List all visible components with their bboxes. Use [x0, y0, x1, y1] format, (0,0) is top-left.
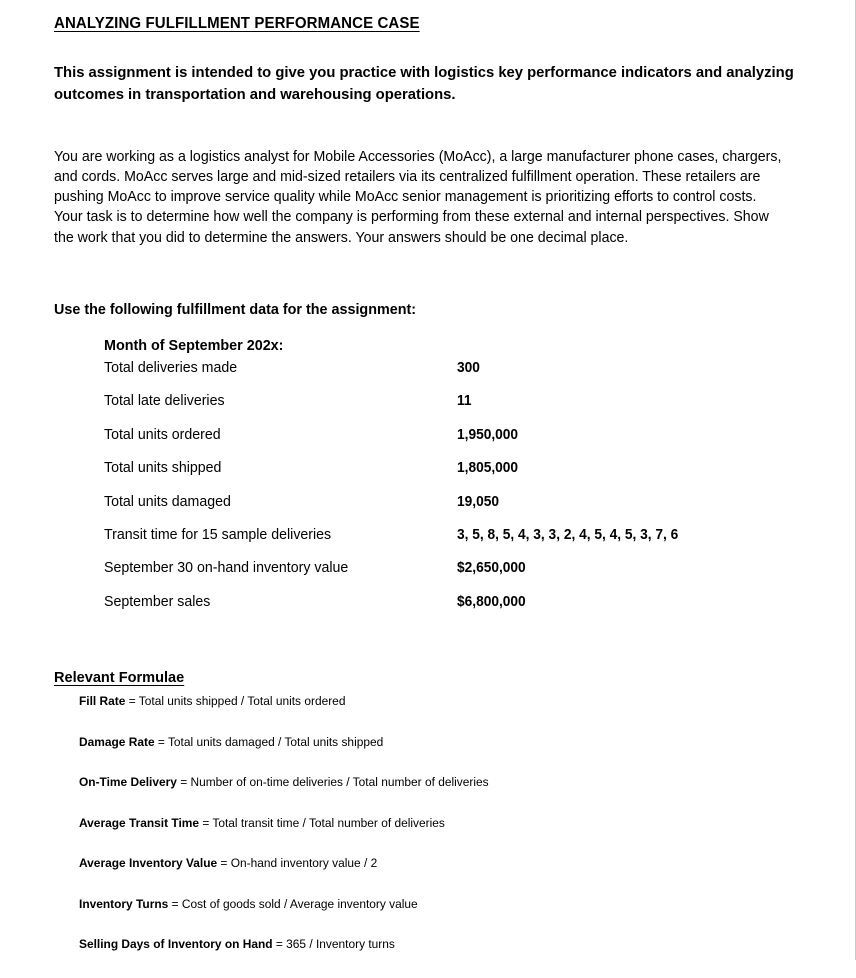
list-item — [79, 775, 787, 816]
data-period-heading: Month of September 202x: — [104, 337, 284, 354]
table-row — [104, 594, 804, 627]
data-label: Total units damaged — [104, 493, 231, 510]
list-item — [79, 897, 787, 938]
table-row — [104, 460, 804, 493]
formula-name: On-Time Delivery — [79, 775, 177, 789]
formula-definition: = Total units damaged / Total units shipped — [154, 734, 384, 749]
formula-definition: = On-hand inventory value / 2 — [217, 856, 378, 870]
data-label: Transit time for 15 sample deliveries — [104, 526, 332, 543]
list-item — [79, 937, 787, 978]
data-value: 3, 5, 8, 5, 4, 3, 3, 2, 4, 5, 4, 5, 3, 7, 6 — [457, 526, 679, 543]
list-item — [79, 856, 787, 897]
data-label: Total units ordered — [104, 426, 221, 443]
data-value: $6,800,000 — [457, 593, 526, 610]
table-row — [104, 560, 804, 593]
list-item — [79, 735, 787, 776]
data-value: 300 — [457, 360, 480, 376]
page-title: ANALYZING FULFILLMENT PERFORMANCE CASE — [54, 15, 420, 33]
table-row — [104, 527, 804, 560]
table-row — [104, 360, 804, 393]
formula-name: Damage Rate — [79, 734, 155, 749]
formulae-list — [79, 694, 809, 978]
table-row — [104, 494, 804, 527]
table-row — [104, 393, 804, 426]
data-label: September sales — [104, 593, 211, 610]
data-label: Total late deliveries — [104, 393, 225, 410]
data-section-lead-in: Use the following fulfillment data for the assignment: — [54, 301, 417, 318]
case-scenario-paragraph: You are working as a logistics analyst for Mobile Accessories (MoAcc), a large manufacturer phone cases, chargers, and cords. MoAcc serves large and mid-sized retailers via its centralized fulfillment operation. These retailers are pushing MoAcc to improve service quality while MoAcc senior management is prioritizing efforts to control costs. Your task is to determine how well the company is performing from these external and internal perspectives. Show the work that you did to determine the answers. Your answers should be one decimal place. — [54, 148, 782, 246]
assignment-intro-text: This assignment is intended to give you practice with logistics key performance indicators and analyzing outcomes in transportation and warehousing operations. — [54, 64, 794, 104]
formulae-section-heading: Relevant Formulae — [54, 669, 185, 687]
formula-definition: = Cost of goods sold / Average inventory value — [168, 896, 418, 911]
data-value: 19,050 — [457, 493, 499, 510]
data-value: $2,650,000 — [457, 560, 526, 577]
formula-name: Selling Days of Inventory on Hand — [79, 937, 273, 951]
data-value: 1,950,000 — [457, 426, 519, 443]
data-label: Total deliveries made — [104, 360, 238, 376]
fulfillment-data-table — [104, 360, 804, 627]
table-row — [104, 427, 804, 460]
formula-name: Average Transit Time — [79, 815, 200, 830]
formula-definition: = Total units shipped / Total units ordered — [125, 694, 346, 708]
formula-definition: = Total transit time / Total number of deliveries — [199, 815, 445, 830]
data-label: Total units shipped — [104, 460, 222, 477]
formula-name: Average Inventory Value — [79, 856, 218, 870]
data-label: September 30 on-hand inventory value — [104, 560, 349, 577]
data-value: 1,805,000 — [457, 460, 519, 477]
formula-name: Fill Rate — [79, 694, 126, 708]
formula-definition: = Number of on-time deliveries / Total number of deliveries — [176, 775, 489, 789]
data-value: 11 — [457, 393, 472, 410]
formula-name: Inventory Turns — [79, 896, 169, 911]
list-item — [79, 816, 787, 857]
list-item — [79, 694, 787, 735]
formula-definition: = 365 / Inventory turns — [272, 937, 395, 951]
